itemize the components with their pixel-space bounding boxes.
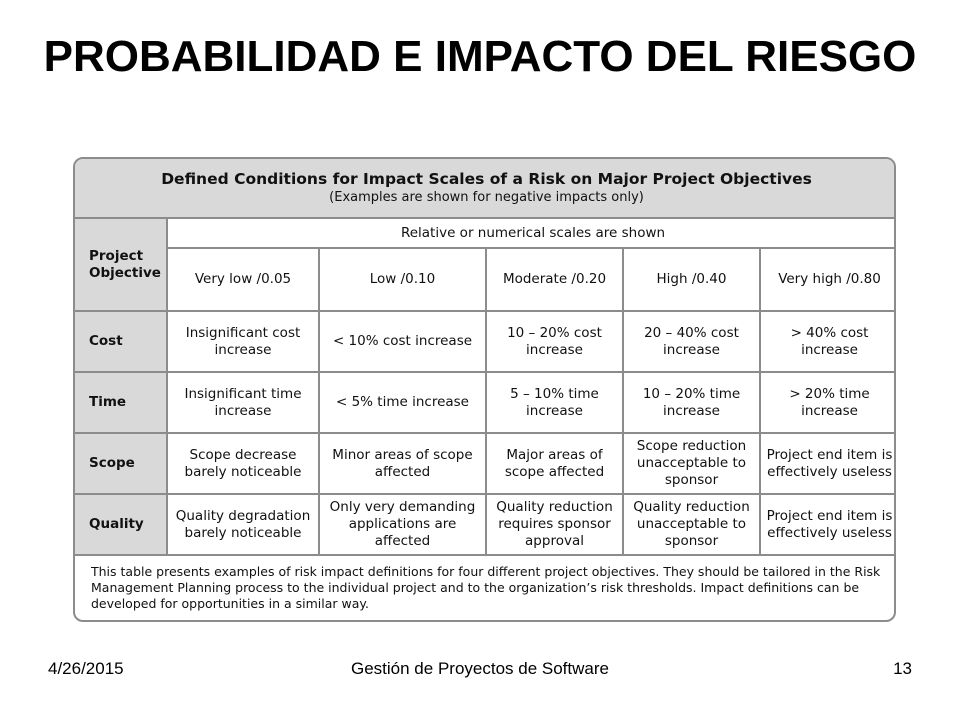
slide-title: PROBABILIDAD E IMPACTO DEL RIESGO bbox=[43, 32, 917, 81]
table-cell: Quality reduction requires sponsor approval bbox=[486, 494, 623, 555]
table-subtitle: (Examples are shown for negative impacts only) bbox=[329, 190, 644, 205]
table-row-time bbox=[75, 372, 896, 433]
table-row-quality bbox=[75, 494, 896, 555]
impact-scale-table bbox=[73, 157, 896, 622]
table-header bbox=[75, 159, 896, 218]
table-cell: < 5% time increase bbox=[319, 372, 486, 433]
table-cell: 5 – 10% time increase bbox=[486, 372, 623, 433]
footer-page-number: 13 bbox=[893, 659, 912, 678]
objective-quality: Quality bbox=[75, 494, 167, 555]
table-cell: Only very demanding applications are affected bbox=[319, 494, 486, 555]
table-title: Defined Conditions for Impact Scales of a Risk on Major Project Objectives bbox=[161, 170, 812, 188]
table-row-scope bbox=[75, 433, 896, 494]
table-cell: Insignificant cost increase bbox=[167, 311, 319, 372]
table-row-cost bbox=[75, 311, 896, 372]
scale-moderate: Moderate /0.20 bbox=[486, 248, 623, 311]
table-cell: Project end item is effectively useless bbox=[760, 433, 896, 494]
table-cell: < 10% cost increase bbox=[319, 311, 486, 372]
objective-scope: Scope bbox=[75, 433, 167, 494]
table-cell: Major areas of scope affected bbox=[486, 433, 623, 494]
objective-cost: Cost bbox=[75, 311, 167, 372]
table-cell: 20 – 40% cost increase bbox=[623, 311, 760, 372]
table-cell: Project end item is effectively useless bbox=[760, 494, 896, 555]
scale-very-low: Very low /0.05 bbox=[167, 248, 319, 311]
table-cell: > 20% time increase bbox=[760, 372, 896, 433]
table-cell: > 40% cost increase bbox=[760, 311, 896, 372]
table-cell: 10 – 20% cost increase bbox=[486, 311, 623, 372]
table-note: This table presents examples of risk impact definitions for four different project objectives. They should be tailored in the Risk Management Planning process to the individual project and to the organization’s risk thresholds. Impact definitions can be developed for opportunities in a similar way. bbox=[75, 555, 896, 620]
table-cell: Quality reduction unacceptable to sponsor bbox=[623, 494, 760, 555]
objective-header: Project Objective bbox=[75, 218, 167, 311]
scale-high: High /0.40 bbox=[623, 248, 760, 311]
footer-date: 4/26/2015 bbox=[48, 659, 124, 678]
table-cell: Scope decrease barely noticeable bbox=[167, 433, 319, 494]
table-cell: Scope reduction unacceptable to sponsor bbox=[623, 433, 760, 494]
table-cell: Quality degradation barely noticeable bbox=[167, 494, 319, 555]
table-cell: Minor areas of scope affected bbox=[319, 433, 486, 494]
scale-low: Low /0.10 bbox=[319, 248, 486, 311]
table-cell: Insignificant time increase bbox=[167, 372, 319, 433]
scale-very-high: Very high /0.80 bbox=[760, 248, 896, 311]
objective-time: Time bbox=[75, 372, 167, 433]
scale-caption: Relative or numerical scales are shown bbox=[167, 218, 896, 248]
footer-course: Gestión de Proyectos de Software bbox=[351, 659, 609, 678]
table-cell: 10 – 20% time increase bbox=[623, 372, 760, 433]
